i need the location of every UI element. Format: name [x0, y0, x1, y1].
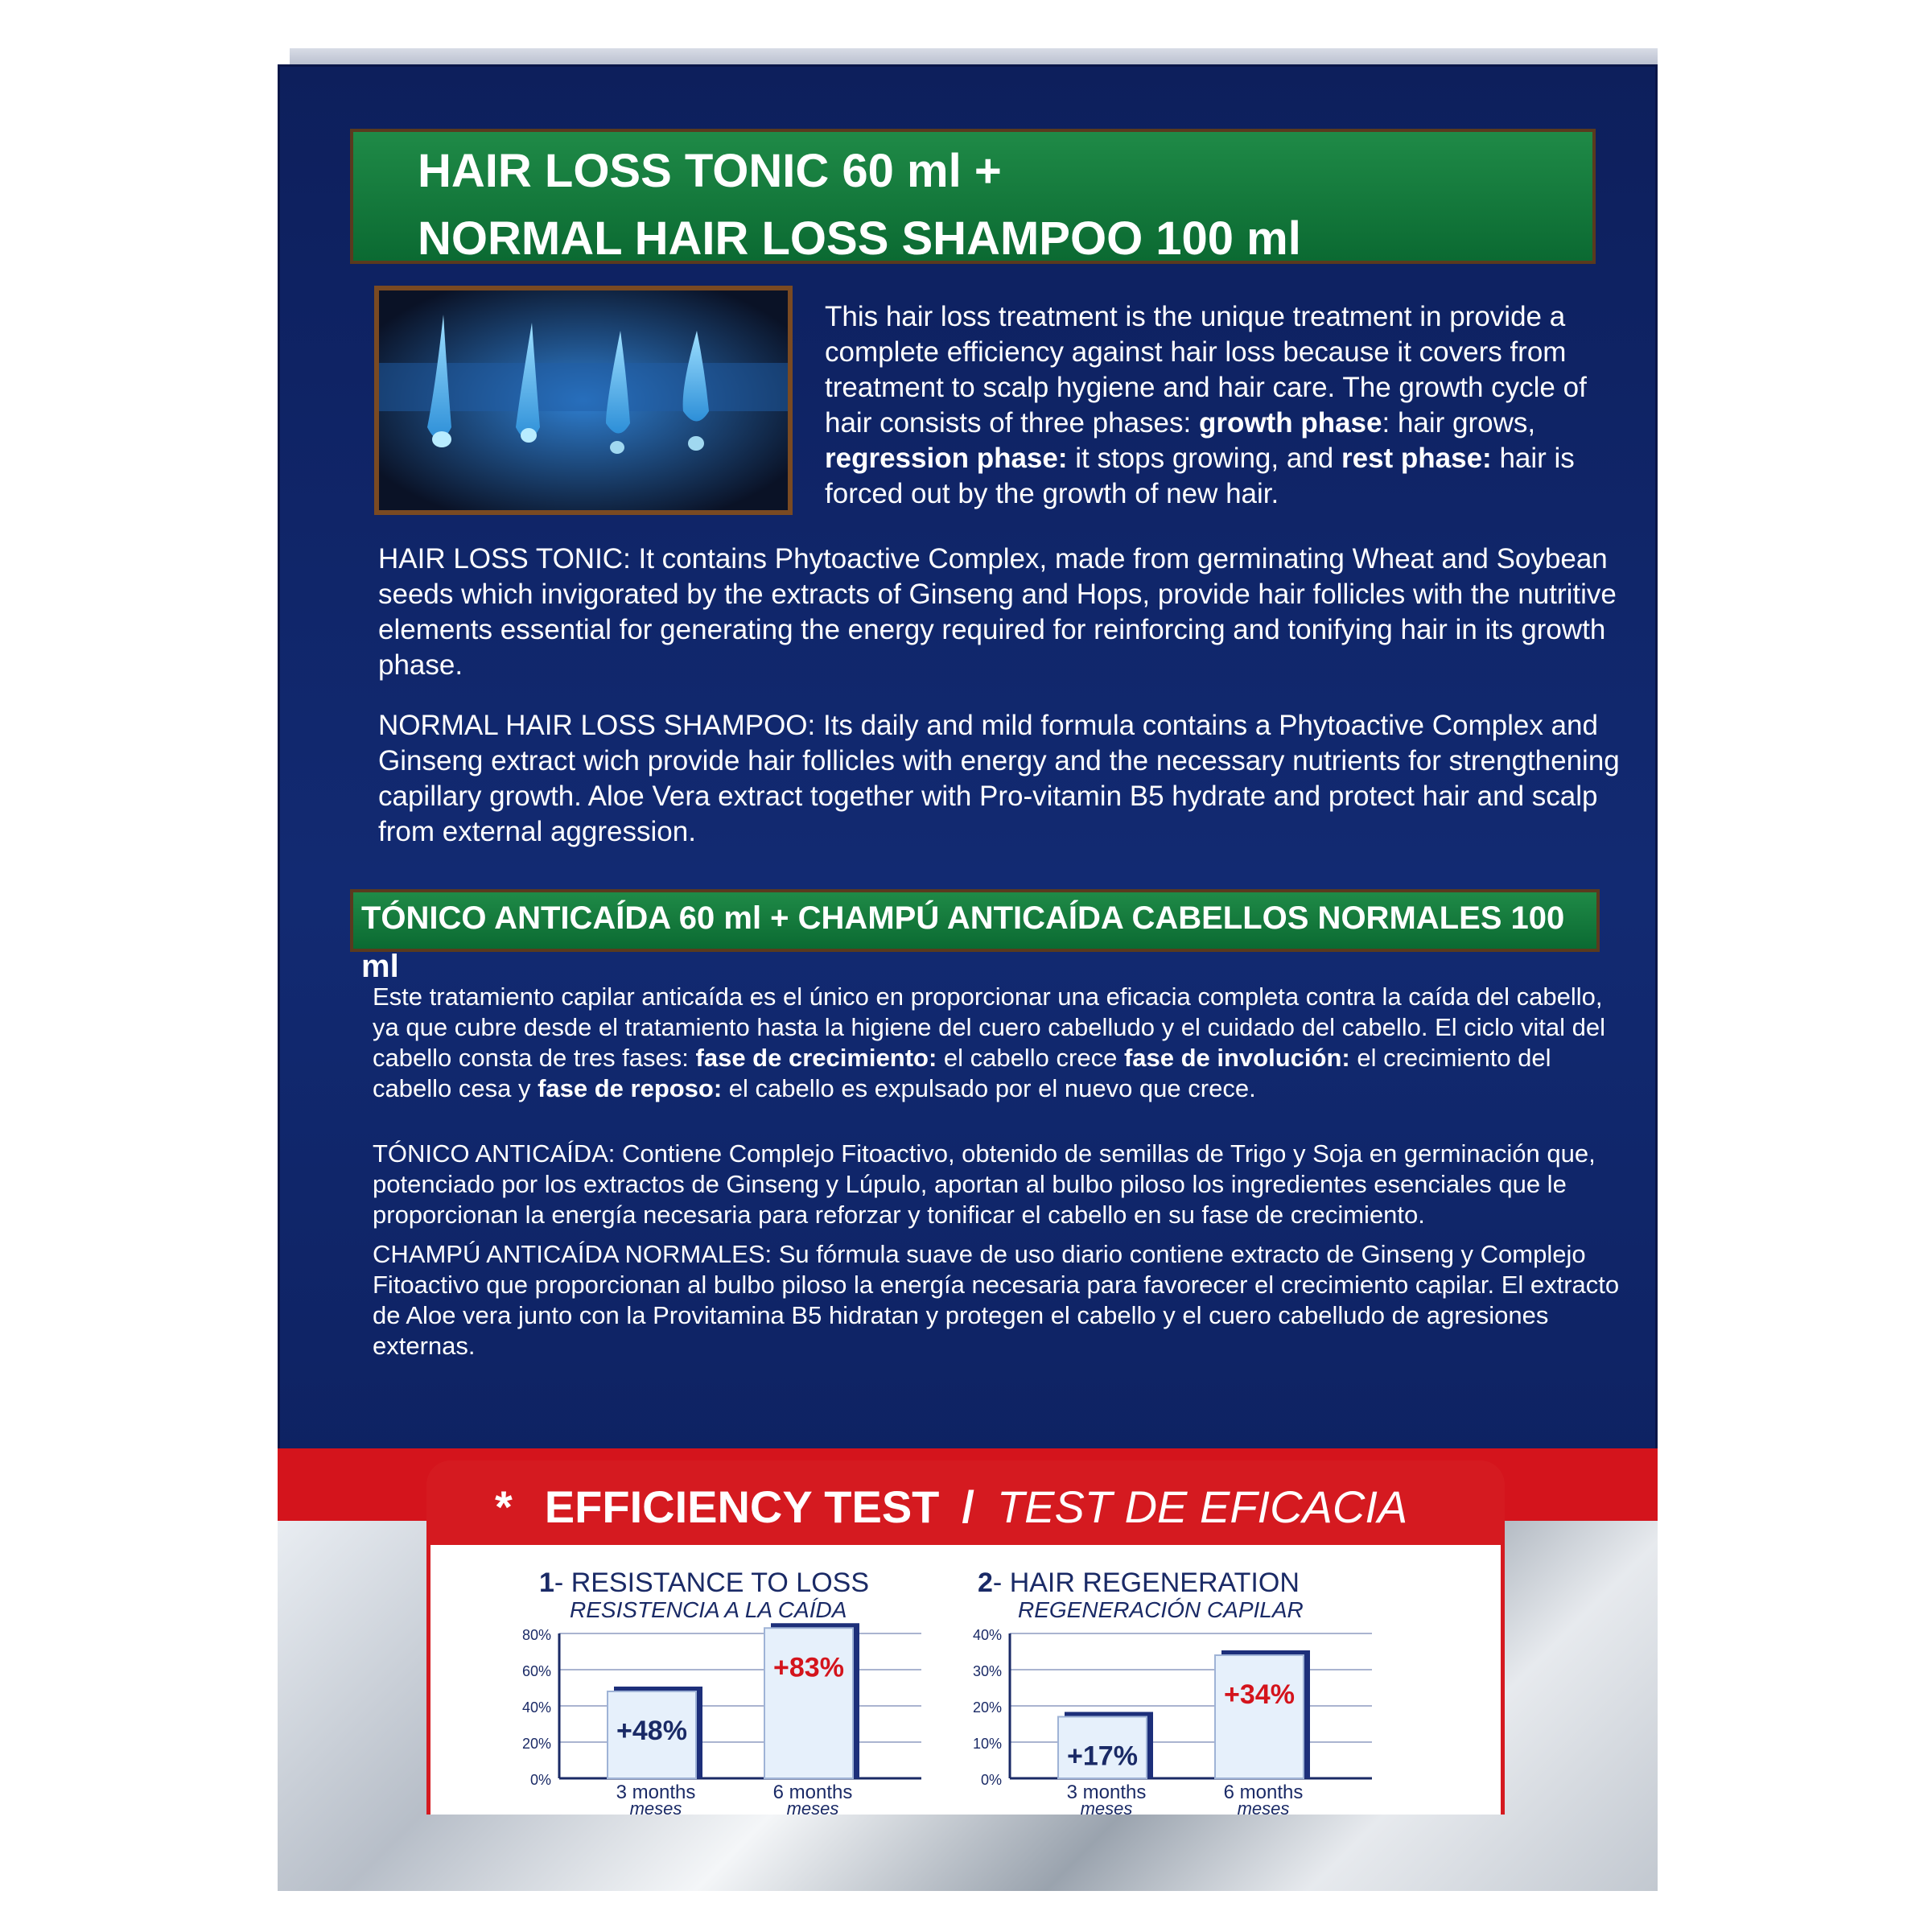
chart-hair-regeneration: [933, 1617, 1384, 1815]
intro-bold-rest: rest phase:: [1341, 443, 1492, 474]
chart1-bar: [764, 1628, 853, 1778]
efficiency-title-en: EFFICIENCY TEST: [544, 1481, 940, 1532]
chart2-number: 2: [978, 1567, 993, 1598]
chart1-subtitle: RESISTENCIA A LA CAÍDA: [570, 1597, 847, 1622]
intro-es-bold-1: fase de crecimiento:: [695, 1044, 937, 1072]
chart1-data-label: +83%: [773, 1652, 844, 1683]
intro-es-text-1: Este tratamiento capilar anticaída es el único en proporcionar una eficacia completa contra la caída del cabello, ya que cubre desde el tratamiento hasta la higiene del cuero cabelludo y el cuidado del cabello. El ciclo vital del cabello consta de tres fases:: [373, 982, 1606, 1072]
chart1-category-label-es: meses: [786, 1798, 839, 1815]
chart1-title: [539, 1567, 869, 1599]
chart1-category-label: 6 months: [772, 1782, 853, 1803]
chart2-data-label: +17%: [1067, 1740, 1138, 1772]
chart1-number: 1: [539, 1567, 554, 1598]
intro-text-1: This hair loss treatment is the unique treatment in provide a complete efficiency against hair loss because it covers from treatment to scalp hygiene and hair care. The growth cycle of hair consists of three phases:: [825, 301, 1587, 439]
follicle-illustration: [379, 290, 788, 510]
chart2-title-text: - HAIR REGENERATION: [992, 1567, 1300, 1598]
chart2-category-label-es: meses: [1080, 1798, 1133, 1815]
chart2-tick-label: 0%: [980, 1772, 1002, 1788]
chart2-tick-label: 20%: [972, 1699, 1002, 1716]
chart2-category-label: 6 months: [1223, 1782, 1304, 1803]
efficiency-test-heading: [495, 1481, 1407, 1533]
intro-text-2: : hair grows,: [1382, 407, 1536, 439]
intro-es-text-4: el cabello es expulsado por el nuevo que crece.: [722, 1074, 1256, 1102]
chart1-tick-label: 40%: [521, 1699, 551, 1716]
english-title-banner: [350, 129, 1596, 264]
chart2-tick-label: 10%: [972, 1736, 1002, 1752]
intro-text-3: it stops growing, and: [1067, 443, 1341, 474]
hair-follicle-image: [374, 286, 793, 515]
title-separator: /: [962, 1481, 974, 1532]
chart1-data-label: +48%: [616, 1716, 687, 1746]
chart1-category-label: 3 months: [616, 1782, 696, 1803]
intro-bold-regression: regression phase:: [825, 443, 1068, 474]
intro-es-bold-2: fase de involución:: [1123, 1044, 1350, 1072]
intro-bold-growth: growth phase: [1198, 407, 1382, 439]
chart2-bar: [1215, 1655, 1304, 1778]
asterisk: *: [495, 1481, 513, 1532]
spanish-title: TÓNICO ANTICAÍDA 60 ml + CHAMPÚ ANTICAÍDA CABELLOS NORMALES 100 ml: [361, 900, 1565, 984]
chart1-category-label-es: meses: [629, 1798, 682, 1815]
intro-es-text-2: el cabello crece: [937, 1044, 1124, 1072]
chart1-tick-label: 80%: [521, 1627, 551, 1643]
title-line-1: HAIR LOSS TONIC 60 ml +: [418, 145, 1002, 197]
spanish-title-banner: [350, 889, 1600, 984]
chart2-subtitle: REGENERACIÓN CAPILAR: [1018, 1597, 1304, 1622]
shampoo-description-es: CHAMPÚ ANTICAÍDA NORMALES: Su fórmula suave de uso diario contiene extracto de Ginseng y Complejo Fitoactivo que proporcionan al bulbo piloso la energía necesaria para favorecer el crecimiento capilar. El extracto de Aloe vera junto con la Provitamina B5 hidratan y protegen el cabello y el cuero cabelludo de agresiones externas.: [373, 1240, 1620, 1360]
chart2-data-label: +34%: [1224, 1679, 1295, 1710]
chart2-tick-label: 40%: [972, 1627, 1002, 1643]
tonic-description-en: HAIR LOSS TONIC: It contains Phytoactive Complex, made from germinating Wheat and Soybean seeds which invigorated by the extracts of Ginseng and Hops, provide hair follicles with the nutritive elements essential for generating the energy required for reinforcing and tonifying hair in its growth phase.: [378, 543, 1617, 681]
intro-text-4: hair is forced out by the growth of new hair.: [825, 443, 1575, 509]
chart1-tick-label: 20%: [521, 1736, 551, 1752]
intro-spanish: [373, 982, 1628, 1104]
shampoo-description-en: NORMAL HAIR LOSS SHAMPOO: Its daily and mild formula contains a Phytoactive Complex and Ginseng extract wich provide hair follicles with energy and the necessary nutrients for strengthening capillary growth. Aloe Vera extract together with Pro-vitamin B5 hydrate and protect hair and scalp from external aggression.: [378, 710, 1620, 847]
chart1-tick-label: 0%: [529, 1772, 551, 1788]
chart2-title: [978, 1567, 1300, 1599]
chart-resistance-to-loss: [483, 1617, 933, 1815]
chart1-tick-label: 60%: [521, 1663, 551, 1679]
intro-es-text-3: el crecimiento del cabello cesa y: [373, 1044, 1551, 1102]
efficiency-title-es: TEST DE EFICACIA: [996, 1481, 1408, 1532]
tonic-description-es: TÓNICO ANTICAÍDA: Contiene Complejo Fitoactivo, obtenido de semillas de Trigo y Soja en germinación que, potenciado por los extractos de Ginseng y Lúpulo, aportan al bulbo piloso los ingredientes esenciales que le proporcionan la energía necesaria para reforzar y tonificar el cabello en su fase de crecimiento.: [373, 1139, 1596, 1229]
chart2-category-label-es: meses: [1237, 1798, 1290, 1815]
intro-es-bold-3: fase de reposo:: [538, 1074, 723, 1102]
chart2-tick-label: 30%: [972, 1663, 1002, 1679]
title-line-2: NORMAL HAIR LOSS SHAMPOO 100 ml: [418, 212, 1301, 265]
intro-english: [825, 299, 1621, 512]
chart1-title-text: - RESISTANCE TO LOSS: [554, 1567, 870, 1598]
chart2-category-label: 3 months: [1066, 1782, 1147, 1803]
